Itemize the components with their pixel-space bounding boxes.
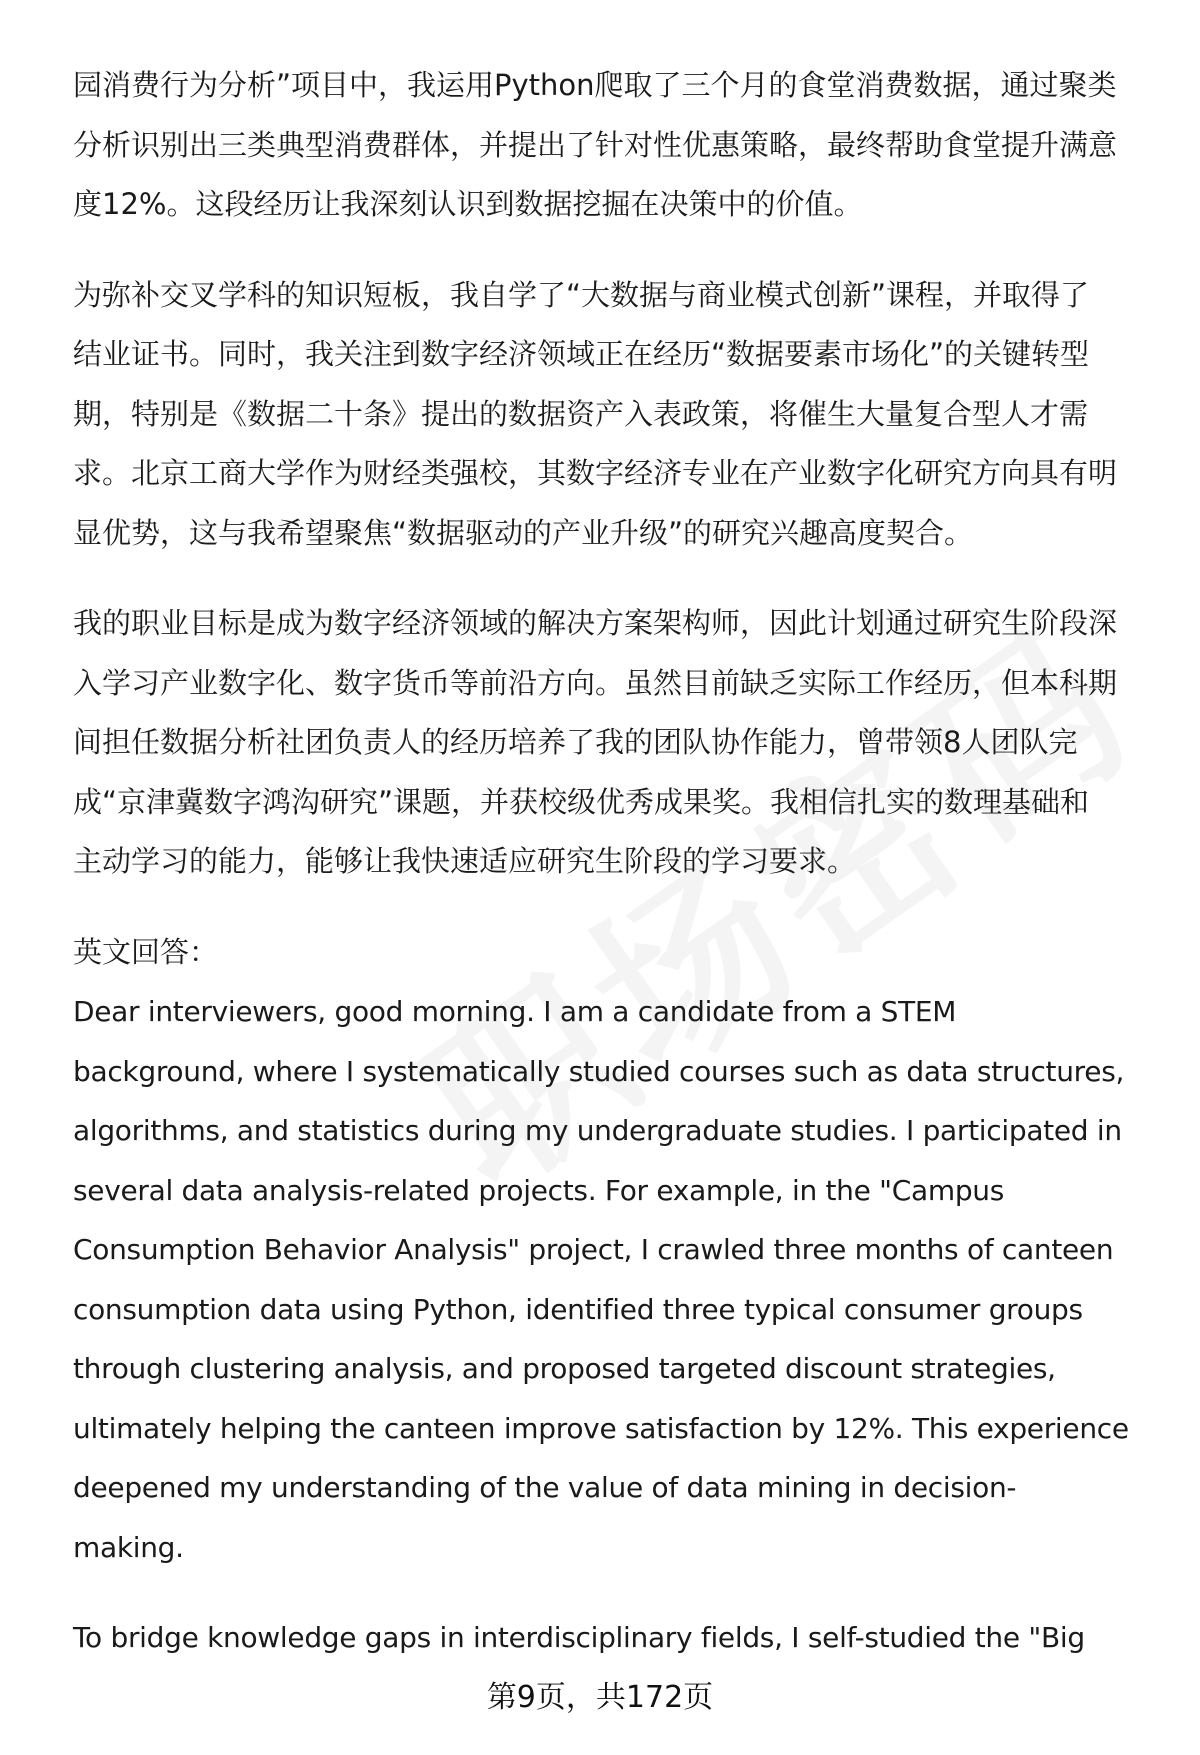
- text-line: 主动学习的能力，能够让我快速适应研究生阶段的学习要求。: [73, 844, 857, 878]
- english-answer-heading: 英文回答：: [73, 934, 219, 969]
- text-line: 我的职业目标是成为数字经济领域的解决方案架构师，因此计划通过研究生阶段深: [73, 606, 1118, 640]
- text-line: several data analysis-related projects. For example, in the "Campus: [73, 1173, 1005, 1207]
- text-line: making.: [73, 1530, 184, 1564]
- text-line: 分析识别出三类典型消费群体，并提出了针对性优惠策略，最终帮助食堂提升满意: [73, 127, 1118, 162]
- text-line: 结业证书。同时，我关注到数字经济领域正在经历“数据要素市场化”的关键转型: [73, 337, 1090, 371]
- page-number-footer: 第9页，共172页: [486, 1680, 714, 1715]
- text-line: 园消费行为分析”项目中，我运用Python爬取了三个月的食堂消费数据，通过聚类: [73, 68, 1117, 102]
- text-line: 入学习产业数字化、数字货币等前沿方向。虽然目前缺乏实际工作经历，但本科期: [73, 665, 1118, 700]
- text-line: 显优势，这与我希望聚焦“数据驱动的产业升级”的研究兴趣高度契合。: [73, 515, 974, 550]
- text-line: 度12%。这段经历让我深刻认识到数据挖掘在决策中的价值。: [73, 187, 863, 221]
- text-line: 求。北京工商大学作为财经类强校，其数字经济专业在产业数字化研究方向具有明: [73, 456, 1118, 490]
- text-line: 间担任数据分析社团负责人的经历培养了我的团队协作能力，曾带领8人团队完: [73, 725, 1078, 759]
- paragraph-cn-3: [73, 594, 1163, 892]
- text-line: deepened my understanding of the value of data mining in decision-: [73, 1471, 1017, 1504]
- text-line: background, where I systematically studied courses such as data structures,: [73, 1054, 1125, 1088]
- document-body: [73, 56, 1163, 1699]
- text-line: ultimately helping the canteen improve satisfaction by 12%. This experience: [73, 1411, 1129, 1445]
- paragraph-cn-2: [73, 266, 1163, 564]
- text-line: To bridge knowledge gaps in interdisciplinary fields, I self-studied the "Big: [73, 1621, 1085, 1654]
- paragraph-en-2: [73, 1608, 1163, 1668]
- text-line: 期，特别是《数据二十条》提出的数据资产入表政策，将催生大量复合型人才需: [73, 396, 1089, 431]
- text-line: Consumption Behavior Analysis" project, I crawled three months of canteen: [73, 1233, 1114, 1266]
- text-line: through clustering analysis, and proposed targeted discount strategies,: [73, 1352, 1056, 1385]
- text-line: 成“京津冀数字鸿沟研究”课题，并获校级优秀成果奖。我相信扎实的数理基础和: [73, 784, 1090, 819]
- text-line: 为弥补交叉学科的知识短板，我自学了“大数据与商业模式创新”课程，并取得了: [73, 277, 1090, 312]
- text-line: Dear interviewers, good morning. I am a candidate from a STEM: [73, 995, 957, 1028]
- text-line: algorithms, and statistics during my undergraduate studies. I participated in: [73, 1114, 1122, 1147]
- paragraph-en-1: [73, 923, 1163, 1578]
- paragraph-cn-1: [73, 56, 1163, 235]
- text-line: consumption data using Python, identified three typical consumer groups: [73, 1292, 1083, 1326]
